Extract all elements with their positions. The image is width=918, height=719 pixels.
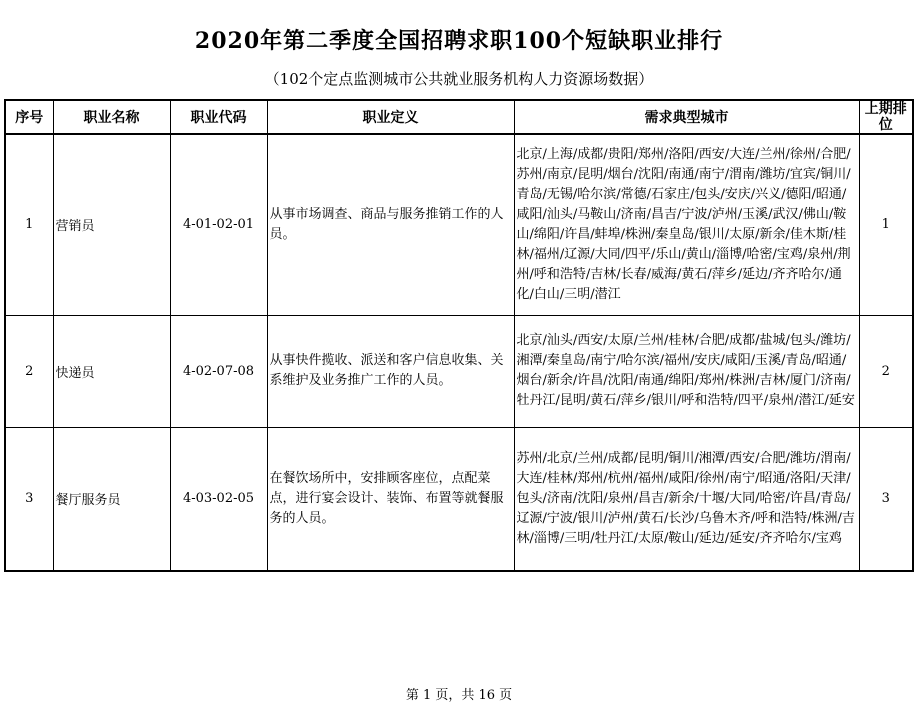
table-row [5,315,913,427]
row-prev-rank: 2 [859,315,913,427]
row-job-definition: 在餐饮场所中，安排顾客座位，点配菜点，进行宴会设计、装饰、布置等就餐服务的人员。 [267,427,514,571]
header-name: 职业名称 [53,100,170,134]
row-prev-rank: 3 [859,427,913,571]
page-title: 2020年第二季度全国招聘求职100个短缺职业排行 [194,28,724,54]
row-job-definition: 从事快件揽收、派送和客户信息收集、关系维护及业务推广工作的人员。 [267,315,514,427]
shortage-jobs-table [4,99,914,572]
row-demand-cities: 苏州/北京/兰州/成都/昆明/铜川/湘潭/西安/合肥/潍坊/渭南/大连/桂林/郑州/杭州/福州/咸阳/徐州/南宁/昭通/洛阳/天津/包头/济南/沈阳/泉州/昌吉/新余/十堰/大同/哈密/许昌/青岛/辽源/宁波/银川/泸州/黄石/长沙/乌鲁木齐/呼和浩特/株洲/吉林/淄博/三明/牡丹江/太原/鞍山/延边/延安/齐齐哈尔/宝鸡 [514,427,859,571]
table-row [5,427,913,571]
table-header-row [5,100,913,134]
row-prev-rank: 1 [859,134,913,315]
table-row [5,134,913,315]
row-job-code: 4-03-02-05 [170,427,267,571]
row-job-name: 餐厅服务员 [53,427,170,571]
row-index: 2 [5,315,53,427]
header-cities: 需求典型城市 [514,100,859,134]
header-code: 职业代码 [170,100,267,134]
header-prev-rank: 上期排位 [859,100,913,134]
header-index: 序号 [5,100,53,134]
row-job-definition: 从事市场调查、商品与服务推销工作的人员。 [267,134,514,315]
row-job-name: 快递员 [53,315,170,427]
page-subtitle: （102个定点监测城市公共就业服务机构人力资源场数据） [264,70,654,88]
row-job-name: 营销员 [53,134,170,315]
row-index: 3 [5,427,53,571]
header-definition: 职业定义 [267,100,514,134]
row-index: 1 [5,134,53,315]
row-demand-cities: 北京/汕头/西安/太原/兰州/桂林/合肥/成都/盐城/包头/潍坊/湘潭/秦皇岛/南宁/哈尔滨/福州/安庆/咸阳/玉溪/青岛/昭通/烟台/新余/许昌/沈阳/南通/绵阳/郑州/株洲/吉林/厦门/济南/牡丹江/昆明/黄石/萍乡/银川/呼和浩特/四平/泉州/潜江/延安 [514,315,859,427]
page-footer: 第 1 页，共 16 页 [405,688,513,703]
row-job-code: 4-01-02-01 [170,134,267,315]
row-demand-cities: 北京/上海/成都/贵阳/郑州/洛阳/西安/大连/兰州/徐州/合肥/苏州/南京/昆明/烟台/沈阳/南通/南宁/渭南/潍坊/宜宾/铜川/青岛/无锡/哈尔滨/常德/石家庄/包头/安庆/兴义/德阳/昭通/咸阳/汕头/马鞍山/济南/昌吉/宁波/泸州/玉溪/武汉/佛山/鞍山/绵阳/许昌/蚌埠/株洲/秦皇岛/银川/太原/新余/佳木斯/桂林/福州/辽源/大同/四平/乐山/黄山/淄博/哈密/宝鸡/泉州/荆州/呼和浩特/吉林/长春/威海/黄石/萍乡/延边/齐齐哈尔/通化/白山/三明/潜江 [514,134,859,315]
row-job-code: 4-02-07-08 [170,315,267,427]
